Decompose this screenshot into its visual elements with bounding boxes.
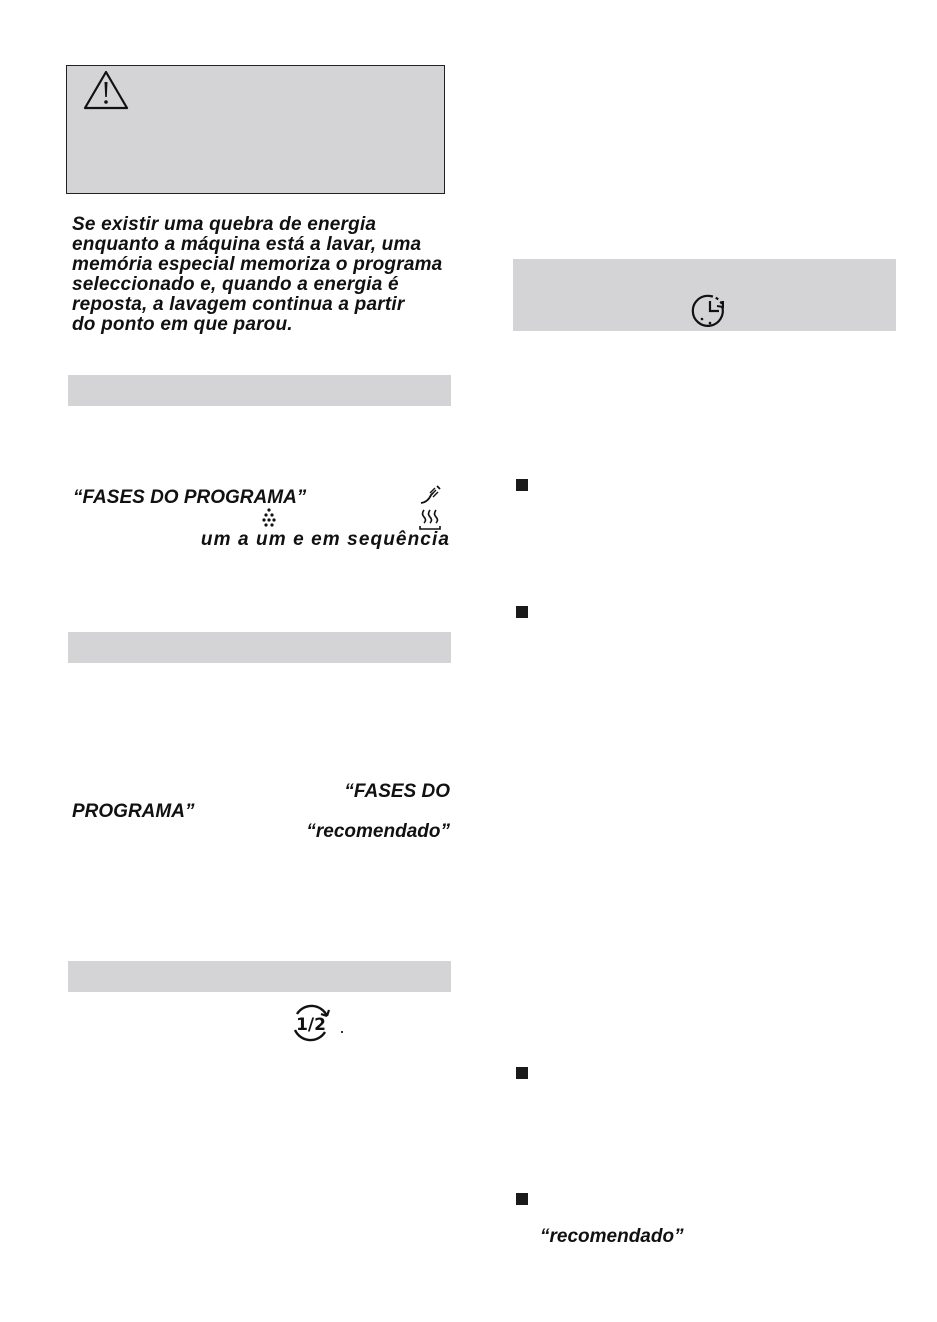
recommended-label: “recomendado” <box>540 1226 684 1247</box>
rinse-drops-icon <box>258 506 280 530</box>
prewash-shower-icon <box>418 484 442 506</box>
warning-triangle-icon <box>82 69 130 111</box>
section-header-bar <box>68 632 451 663</box>
paragraph-line: Se existir uma quebra de energia <box>72 214 377 235</box>
section-header-bar <box>68 375 451 406</box>
dot-mark <box>341 1031 343 1033</box>
paragraph-line: seleccionado e, quando a energia é <box>72 274 399 295</box>
power-failure-paragraph <box>72 215 448 335</box>
paragraph-line: reposta, a lavagem continua a partir <box>72 294 405 315</box>
sequence-label: um a um e em sequência <box>200 529 450 550</box>
half-load-icon <box>289 1002 333 1044</box>
list-bullet <box>516 1067 528 1079</box>
delay-clock-icon <box>690 292 730 330</box>
list-bullet <box>516 479 528 491</box>
list-bullet <box>516 1193 528 1205</box>
paragraph-line: enquanto a máquina está a lavar, uma <box>72 234 422 255</box>
section-header-bar <box>68 961 451 992</box>
recommended-label: “recomendado” <box>306 821 450 842</box>
half-load-text: 1/2 <box>296 1015 326 1035</box>
paragraph-line: do ponto em que parou. <box>72 314 293 335</box>
paragraph-line: memória especial memoriza o programa <box>72 254 443 275</box>
phases-label-part2: PROGRAMA” <box>72 801 195 822</box>
list-bullet <box>516 606 528 618</box>
drying-steam-icon <box>418 507 442 531</box>
phases-label: “FASES DO PROGRAMA” <box>73 487 307 508</box>
phases-label-part1: “FASES DO <box>344 781 450 802</box>
